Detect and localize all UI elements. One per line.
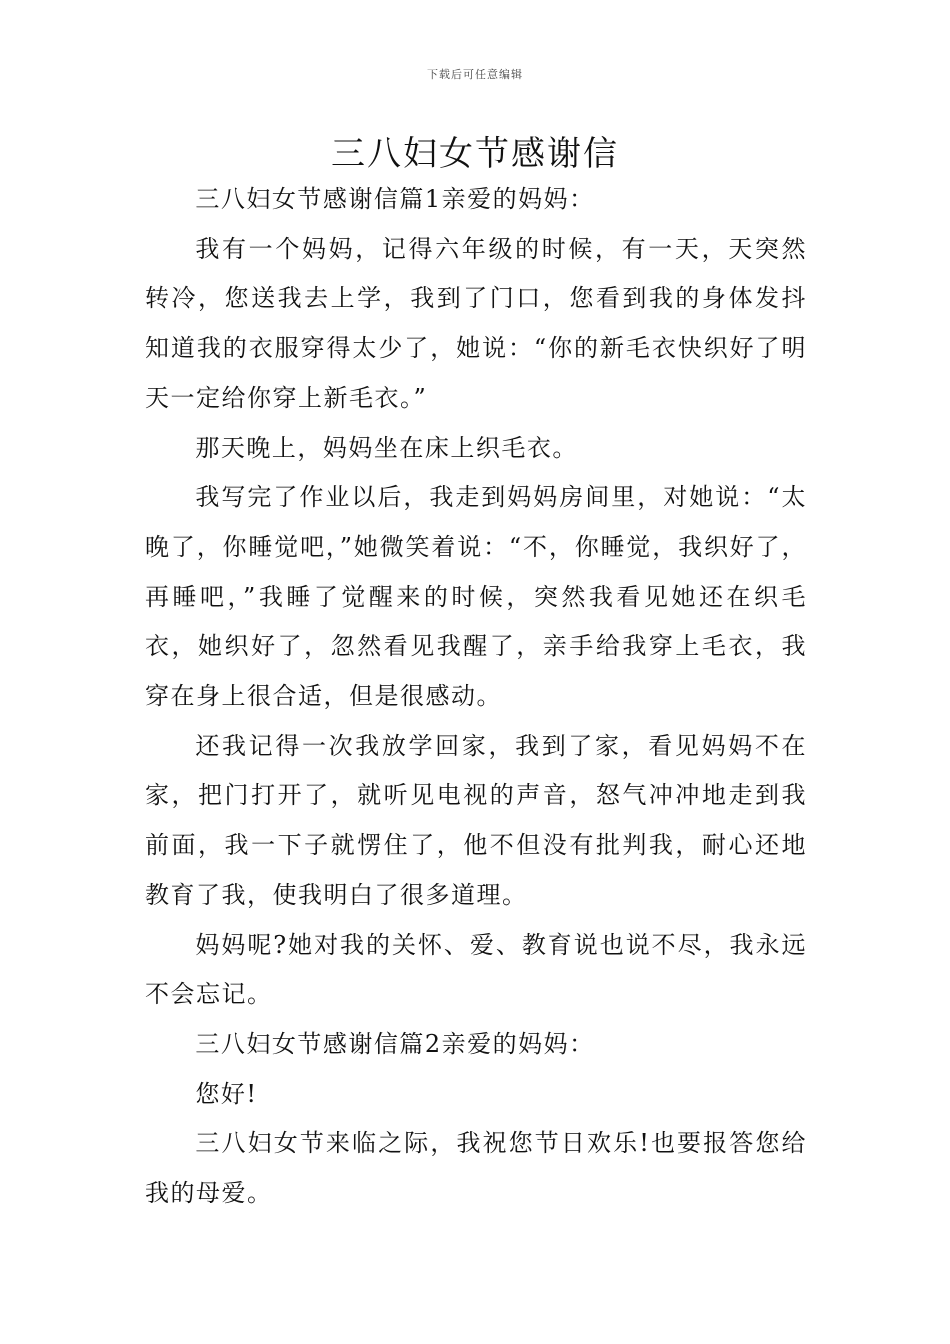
paragraph-never-forget: 妈妈呢?她对我的关怀、爱、教育说也说不尽，我永远不会忘记。 bbox=[145, 930, 807, 1009]
paragraph-evening-knitting: 那天晚上，妈妈坐在床上织毛衣。 bbox=[195, 433, 578, 462]
paragraph-bedtime-talk: 我写完了作业以后，我走到妈妈房间里，对她说：“太晚了，你睡觉吧，”她微笑着说：“不，你睡觉，我织好了，再睡吧，”我睡了觉醒来的时候，突然我看见她还在织毛衣，她织好了，忽然看见我醒了，亲手给我穿上毛衣，我穿在身上很合适，但是很感动。 bbox=[145, 483, 807, 711]
paragraph-coming-home: 还我记得一次我放学回家，我到了家，看见妈妈不在家，把门打开了，就听见电视的声音，怒气冲冲地走到我前面，我一下子就愣住了，他不但没有批判我，耐心还地教育了我，使我明白了很多道理。 bbox=[145, 731, 807, 909]
document-title: 三八妇女节感谢信 bbox=[331, 134, 619, 174]
paragraph-sweater-story: 我有一个妈妈，记得六年级的时候，有一天，天突然转冷，您送我去上学，我到了门口，您看到我的身体发抖知道我的衣服穿得太少了，她说：“你的新毛衣快织好了明天一定给你穿上新毛衣。” bbox=[145, 234, 807, 412]
paragraph-letter1-greeting: 三八妇女节感谢信篇1亲爱的妈妈： bbox=[195, 185, 595, 213]
document-body bbox=[145, 175, 807, 1219]
header-note: 下载后可任意编辑 bbox=[427, 68, 523, 81]
paragraph-letter2-greeting: 三八妇女节感谢信篇2亲爱的妈妈： bbox=[195, 1029, 595, 1058]
paragraph-holiday-wishes: 三八妇女节来临之际，我祝您节日欢乐!也要报答您给我的母爱。 bbox=[145, 1129, 807, 1208]
paragraph-hello: 您好! bbox=[195, 1079, 258, 1108]
